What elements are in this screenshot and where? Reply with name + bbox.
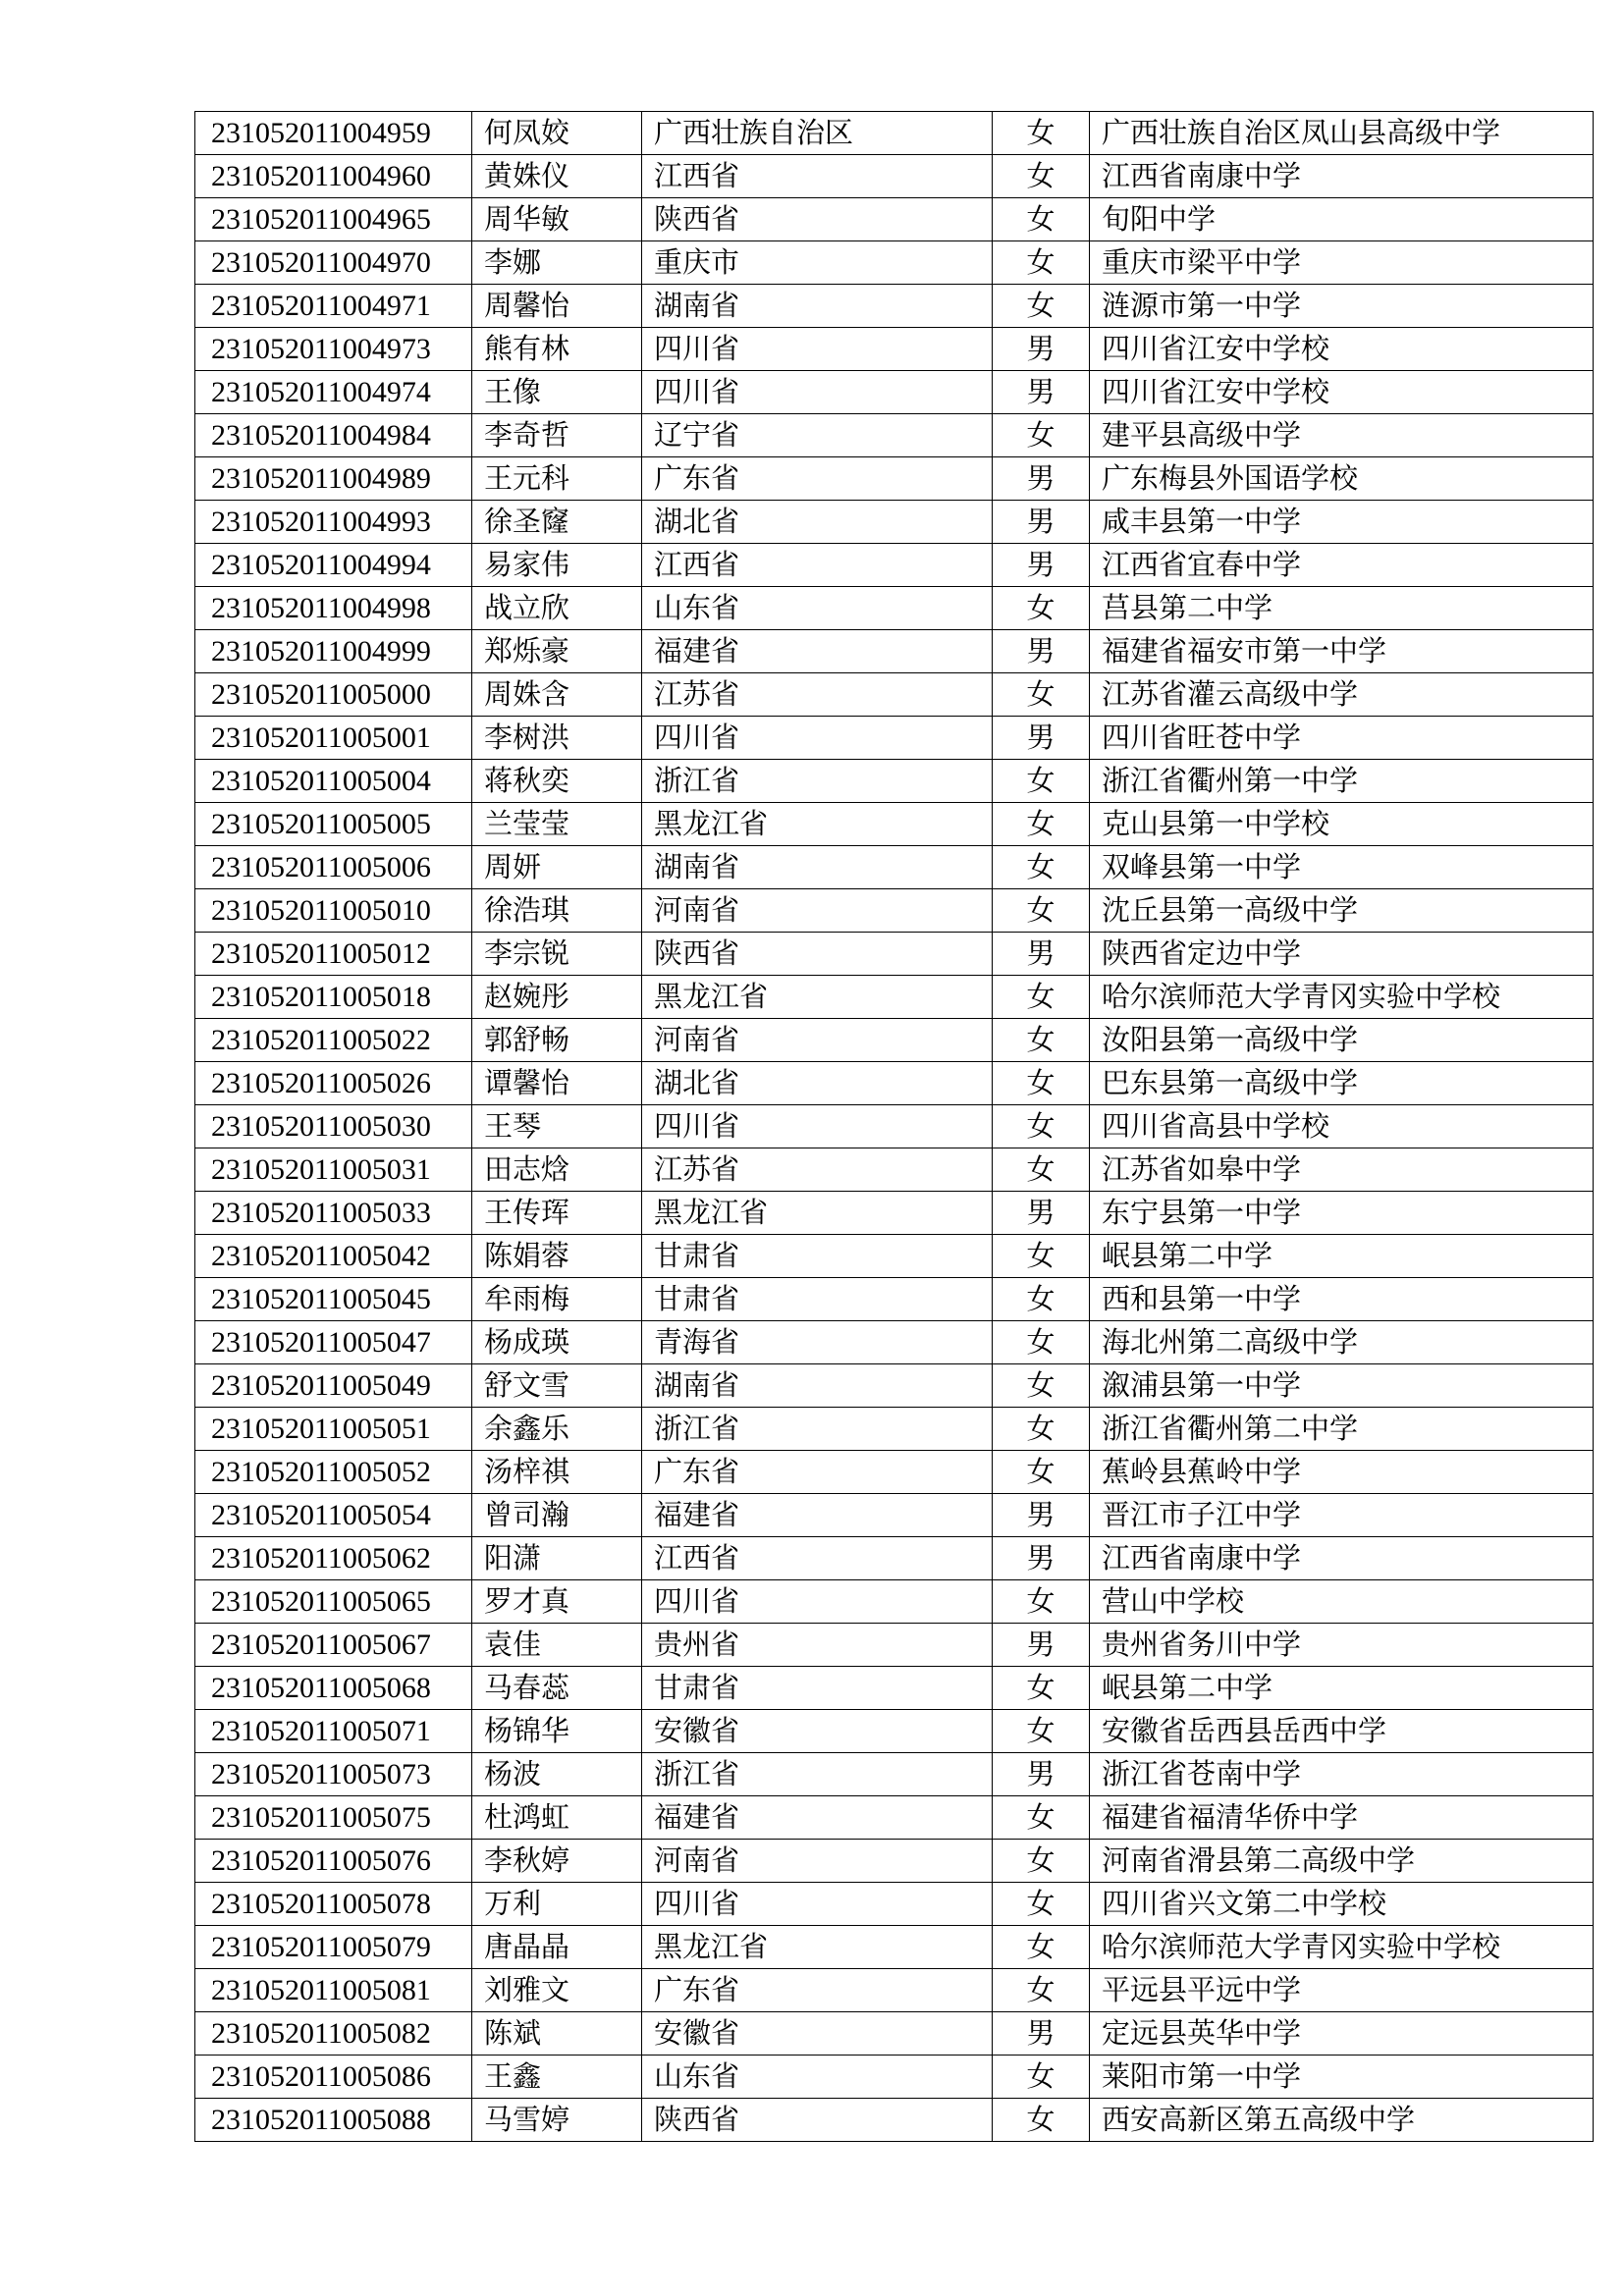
gender-cell: 男 — [993, 501, 1090, 544]
school-cell: 莒县第二中学 — [1090, 587, 1594, 630]
school-cell: 岷县第二中学 — [1090, 1235, 1594, 1278]
student-name-cell: 周妍 — [472, 846, 642, 889]
student-id-cell: 231052011005065 — [195, 1580, 472, 1624]
school-cell: 广西壮族自治区凤山县高级中学 — [1090, 112, 1594, 155]
school-cell: 安徽省岳西县岳西中学 — [1090, 1710, 1594, 1753]
province-cell: 陕西省 — [642, 933, 993, 976]
student-id-cell: 231052011005026 — [195, 1062, 472, 1105]
school-cell: 定远县英华中学 — [1090, 2012, 1594, 2056]
table-row — [195, 241, 1594, 285]
gender-cell: 女 — [993, 1796, 1090, 1840]
student-name-cell: 徐圣窿 — [472, 501, 642, 544]
school-cell: 江西省宜春中学 — [1090, 544, 1594, 587]
student-name-cell: 杨波 — [472, 1753, 642, 1796]
table-row — [195, 544, 1594, 587]
province-cell: 河南省 — [642, 1019, 993, 1062]
student-name-cell: 王像 — [472, 371, 642, 414]
student-name-cell: 舒文雪 — [472, 1364, 642, 1408]
gender-cell: 女 — [993, 241, 1090, 285]
province-cell: 广西壮族自治区 — [642, 112, 993, 155]
province-cell: 黑龙江省 — [642, 1192, 993, 1235]
student-id-cell: 231052011004998 — [195, 587, 472, 630]
school-cell: 浙江省衢州第二中学 — [1090, 1408, 1594, 1451]
province-cell: 江西省 — [642, 544, 993, 587]
gender-cell: 女 — [993, 285, 1090, 328]
student-name-cell: 杜鸿虹 — [472, 1796, 642, 1840]
province-cell: 黑龙江省 — [642, 976, 993, 1019]
school-cell: 哈尔滨师范大学青冈实验中学校 — [1090, 976, 1594, 1019]
gender-cell: 男 — [993, 1537, 1090, 1580]
table-row — [195, 371, 1594, 414]
gender-cell: 女 — [993, 1667, 1090, 1710]
gender-cell: 男 — [993, 1753, 1090, 1796]
gender-cell: 女 — [993, 155, 1090, 198]
gender-cell: 男 — [993, 933, 1090, 976]
province-cell: 安徽省 — [642, 2012, 993, 2056]
table-row — [195, 198, 1594, 241]
student-name-cell: 袁佳 — [472, 1624, 642, 1667]
table-row — [195, 1408, 1594, 1451]
student-name-cell: 杨成瑛 — [472, 1321, 642, 1364]
gender-cell: 女 — [993, 1105, 1090, 1148]
student-id-cell: 231052011005012 — [195, 933, 472, 976]
student-id-cell: 231052011004959 — [195, 112, 472, 155]
province-cell: 四川省 — [642, 1105, 993, 1148]
school-cell: 克山县第一中学校 — [1090, 803, 1594, 846]
table-row — [195, 1624, 1594, 1667]
student-id-cell: 231052011005062 — [195, 1537, 472, 1580]
school-cell: 莱阳市第一中学 — [1090, 2056, 1594, 2099]
school-cell: 晋江市子江中学 — [1090, 1494, 1594, 1537]
province-cell: 江苏省 — [642, 673, 993, 717]
student-name-cell: 战立欣 — [472, 587, 642, 630]
gender-cell: 男 — [993, 630, 1090, 673]
gender-cell: 男 — [993, 717, 1090, 760]
school-cell: 陕西省定边中学 — [1090, 933, 1594, 976]
gender-cell: 女 — [993, 2056, 1090, 2099]
province-cell: 四川省 — [642, 717, 993, 760]
school-cell: 旬阳中学 — [1090, 198, 1594, 241]
province-cell: 河南省 — [642, 889, 993, 933]
school-cell: 西安高新区第五高级中学 — [1090, 2099, 1594, 2142]
school-cell: 涟源市第一中学 — [1090, 285, 1594, 328]
student-id-cell: 231052011005071 — [195, 1710, 472, 1753]
province-cell: 黑龙江省 — [642, 1926, 993, 1969]
student-id-cell: 231052011005082 — [195, 2012, 472, 2056]
province-cell: 浙江省 — [642, 1408, 993, 1451]
table-row — [195, 1451, 1594, 1494]
roster-body — [195, 112, 1594, 2142]
school-cell: 江苏省如皋中学 — [1090, 1148, 1594, 1192]
student-name-cell: 陈娟蓉 — [472, 1235, 642, 1278]
province-cell: 江西省 — [642, 155, 993, 198]
school-cell: 建平县高级中学 — [1090, 414, 1594, 457]
table-row — [195, 717, 1594, 760]
student-id-cell: 231052011005006 — [195, 846, 472, 889]
school-cell: 溆浦县第一中学 — [1090, 1364, 1594, 1408]
student-id-cell: 231052011004970 — [195, 241, 472, 285]
table-row — [195, 1494, 1594, 1537]
gender-cell: 女 — [993, 976, 1090, 1019]
student-id-cell: 231052011004965 — [195, 198, 472, 241]
student-name-cell: 赵婉彤 — [472, 976, 642, 1019]
province-cell: 黑龙江省 — [642, 803, 993, 846]
province-cell: 安徽省 — [642, 1710, 993, 1753]
student-id-cell: 231052011005030 — [195, 1105, 472, 1148]
student-name-cell: 万利 — [472, 1883, 642, 1926]
gender-cell: 女 — [993, 414, 1090, 457]
student-name-cell: 曾司瀚 — [472, 1494, 642, 1537]
school-cell: 广东梅县外国语学校 — [1090, 457, 1594, 501]
student-name-cell: 陈斌 — [472, 2012, 642, 2056]
province-cell: 四川省 — [642, 328, 993, 371]
school-cell: 双峰县第一中学 — [1090, 846, 1594, 889]
gender-cell: 男 — [993, 2012, 1090, 2056]
student-id-cell: 231052011004999 — [195, 630, 472, 673]
school-cell: 浙江省衢州第一中学 — [1090, 760, 1594, 803]
province-cell: 福建省 — [642, 630, 993, 673]
province-cell: 广东省 — [642, 457, 993, 501]
gender-cell: 女 — [993, 112, 1090, 155]
table-row — [195, 1969, 1594, 2012]
province-cell: 湖南省 — [642, 285, 993, 328]
province-cell: 四川省 — [642, 1883, 993, 1926]
student-name-cell: 何凤姣 — [472, 112, 642, 155]
table-row — [195, 414, 1594, 457]
province-cell: 浙江省 — [642, 760, 993, 803]
table-row — [195, 1710, 1594, 1753]
gender-cell: 女 — [993, 1019, 1090, 1062]
gender-cell: 男 — [993, 1192, 1090, 1235]
province-cell: 陕西省 — [642, 198, 993, 241]
gender-cell: 女 — [993, 1364, 1090, 1408]
student-name-cell: 蒋秋奕 — [472, 760, 642, 803]
table-row — [195, 1235, 1594, 1278]
student-id-cell: 231052011005078 — [195, 1883, 472, 1926]
school-cell: 巴东县第一高级中学 — [1090, 1062, 1594, 1105]
table-row — [195, 976, 1594, 1019]
province-cell: 河南省 — [642, 1840, 993, 1883]
student-id-cell: 231052011005042 — [195, 1235, 472, 1278]
student-name-cell: 王鑫 — [472, 2056, 642, 2099]
student-id-cell: 231052011004960 — [195, 155, 472, 198]
student-name-cell: 牟雨梅 — [472, 1278, 642, 1321]
table-row — [195, 1019, 1594, 1062]
table-row — [195, 1364, 1594, 1408]
province-cell: 江西省 — [642, 1537, 993, 1580]
province-cell: 甘肃省 — [642, 1278, 993, 1321]
table-row — [195, 673, 1594, 717]
student-name-cell: 周馨怡 — [472, 285, 642, 328]
table-row — [195, 457, 1594, 501]
table-row — [195, 2056, 1594, 2099]
student-id-cell: 231052011004974 — [195, 371, 472, 414]
table-row — [195, 1192, 1594, 1235]
student-id-cell: 231052011005018 — [195, 976, 472, 1019]
province-cell: 湖南省 — [642, 1364, 993, 1408]
province-cell: 青海省 — [642, 1321, 993, 1364]
school-cell: 河南省滑县第二高级中学 — [1090, 1840, 1594, 1883]
school-cell: 海北州第二高级中学 — [1090, 1321, 1594, 1364]
student-name-cell: 王琴 — [472, 1105, 642, 1148]
student-id-cell: 231052011005076 — [195, 1840, 472, 1883]
table-row — [195, 2099, 1594, 2142]
student-id-cell: 231052011005052 — [195, 1451, 472, 1494]
student-name-cell: 李秋婷 — [472, 1840, 642, 1883]
gender-cell: 男 — [993, 328, 1090, 371]
gender-cell: 女 — [993, 1321, 1090, 1364]
student-id-cell: 231052011004989 — [195, 457, 472, 501]
table-row — [195, 1883, 1594, 1926]
province-cell: 甘肃省 — [642, 1667, 993, 1710]
student-name-cell: 兰莹莹 — [472, 803, 642, 846]
gender-cell: 女 — [993, 1235, 1090, 1278]
student-id-cell: 231052011005075 — [195, 1796, 472, 1840]
gender-cell: 女 — [993, 1883, 1090, 1926]
school-cell: 汝阳县第一高级中学 — [1090, 1019, 1594, 1062]
table-row — [195, 1148, 1594, 1192]
school-cell: 浙江省苍南中学 — [1090, 1753, 1594, 1796]
gender-cell: 女 — [993, 803, 1090, 846]
student-id-cell: 231052011004994 — [195, 544, 472, 587]
school-cell: 营山中学校 — [1090, 1580, 1594, 1624]
student-name-cell: 周华敏 — [472, 198, 642, 241]
gender-cell: 男 — [993, 544, 1090, 587]
province-cell: 山东省 — [642, 587, 993, 630]
school-cell: 咸丰县第一中学 — [1090, 501, 1594, 544]
province-cell: 福建省 — [642, 1796, 993, 1840]
student-id-cell: 231052011005045 — [195, 1278, 472, 1321]
gender-cell: 女 — [993, 198, 1090, 241]
student-name-cell: 王传珲 — [472, 1192, 642, 1235]
school-cell: 江西省南康中学 — [1090, 1537, 1594, 1580]
province-cell: 重庆市 — [642, 241, 993, 285]
student-id-cell: 231052011005068 — [195, 1667, 472, 1710]
student-id-cell: 231052011005031 — [195, 1148, 472, 1192]
gender-cell: 女 — [993, 846, 1090, 889]
table-row — [195, 1062, 1594, 1105]
province-cell: 山东省 — [642, 2056, 993, 2099]
table-row — [195, 760, 1594, 803]
school-cell: 四川省旺苍中学 — [1090, 717, 1594, 760]
student-name-cell: 田志焓 — [472, 1148, 642, 1192]
gender-cell: 女 — [993, 1969, 1090, 2012]
school-cell: 四川省兴文第二中学校 — [1090, 1883, 1594, 1926]
school-cell: 四川省江安中学校 — [1090, 328, 1594, 371]
school-cell: 哈尔滨师范大学青冈实验中学校 — [1090, 1926, 1594, 1969]
table-row — [195, 889, 1594, 933]
student-name-cell: 李树洪 — [472, 717, 642, 760]
student-id-cell: 231052011005086 — [195, 2056, 472, 2099]
school-cell: 江西省南康中学 — [1090, 155, 1594, 198]
school-cell: 平远县平远中学 — [1090, 1969, 1594, 2012]
roster-table — [194, 111, 1594, 2142]
province-cell: 湖南省 — [642, 846, 993, 889]
province-cell: 陕西省 — [642, 2099, 993, 2142]
province-cell: 辽宁省 — [642, 414, 993, 457]
school-cell: 四川省高县中学校 — [1090, 1105, 1594, 1148]
table-row — [195, 112, 1594, 155]
school-cell: 蕉岭县蕉岭中学 — [1090, 1451, 1594, 1494]
student-id-cell: 231052011005001 — [195, 717, 472, 760]
student-name-cell: 谭馨怡 — [472, 1062, 642, 1105]
student-id-cell: 231052011005054 — [195, 1494, 472, 1537]
province-cell: 贵州省 — [642, 1624, 993, 1667]
table-row — [195, 1537, 1594, 1580]
table-row — [195, 933, 1594, 976]
student-name-cell: 周姝含 — [472, 673, 642, 717]
table-row — [195, 846, 1594, 889]
school-cell: 江苏省灌云高级中学 — [1090, 673, 1594, 717]
student-name-cell: 易家伟 — [472, 544, 642, 587]
gender-cell: 女 — [993, 1451, 1090, 1494]
student-name-cell: 余鑫乐 — [472, 1408, 642, 1451]
table-row — [195, 630, 1594, 673]
gender-cell: 女 — [993, 1278, 1090, 1321]
student-name-cell: 王元科 — [472, 457, 642, 501]
student-name-cell: 李娜 — [472, 241, 642, 285]
table-row — [195, 803, 1594, 846]
student-name-cell: 马雪婷 — [472, 2099, 642, 2142]
gender-cell: 女 — [993, 1062, 1090, 1105]
gender-cell: 女 — [993, 1926, 1090, 1969]
student-name-cell: 郭舒畅 — [472, 1019, 642, 1062]
student-name-cell: 唐晶晶 — [472, 1926, 642, 1969]
gender-cell: 女 — [993, 1580, 1090, 1624]
province-cell: 湖北省 — [642, 501, 993, 544]
province-cell: 江苏省 — [642, 1148, 993, 1192]
gender-cell: 女 — [993, 1710, 1090, 1753]
student-id-cell: 231052011004973 — [195, 328, 472, 371]
gender-cell: 女 — [993, 1148, 1090, 1192]
school-cell: 重庆市梁平中学 — [1090, 241, 1594, 285]
student-name-cell: 黄姝仪 — [472, 155, 642, 198]
school-cell: 福建省福清华侨中学 — [1090, 1796, 1594, 1840]
student-id-cell: 231052011004993 — [195, 501, 472, 544]
student-name-cell: 罗才真 — [472, 1580, 642, 1624]
gender-cell: 女 — [993, 889, 1090, 933]
school-cell: 福建省福安市第一中学 — [1090, 630, 1594, 673]
province-cell: 浙江省 — [642, 1753, 993, 1796]
table-row — [195, 1926, 1594, 1969]
table-row — [195, 155, 1594, 198]
province-cell: 广东省 — [642, 1451, 993, 1494]
student-name-cell: 郑烁豪 — [472, 630, 642, 673]
student-id-cell: 231052011005005 — [195, 803, 472, 846]
student-id-cell: 231052011005010 — [195, 889, 472, 933]
school-cell: 四川省江安中学校 — [1090, 371, 1594, 414]
student-id-cell: 231052011005004 — [195, 760, 472, 803]
province-cell: 湖北省 — [642, 1062, 993, 1105]
school-cell: 东宁县第一中学 — [1090, 1192, 1594, 1235]
student-name-cell: 杨锦华 — [472, 1710, 642, 1753]
student-name-cell: 马春蕊 — [472, 1667, 642, 1710]
province-cell: 甘肃省 — [642, 1235, 993, 1278]
table-row — [195, 1278, 1594, 1321]
gender-cell: 男 — [993, 457, 1090, 501]
table-row — [195, 1105, 1594, 1148]
student-id-cell: 231052011005081 — [195, 1969, 472, 2012]
school-cell: 沈丘县第一高级中学 — [1090, 889, 1594, 933]
gender-cell: 男 — [993, 371, 1090, 414]
student-name-cell: 熊有林 — [472, 328, 642, 371]
student-id-cell: 231052011005067 — [195, 1624, 472, 1667]
student-id-cell: 231052011005051 — [195, 1408, 472, 1451]
table-row — [195, 285, 1594, 328]
gender-cell: 女 — [993, 760, 1090, 803]
student-id-cell: 231052011005088 — [195, 2099, 472, 2142]
student-id-cell: 231052011005000 — [195, 673, 472, 717]
school-cell: 岷县第二中学 — [1090, 1667, 1594, 1710]
school-cell: 贵州省务川中学 — [1090, 1624, 1594, 1667]
student-name-cell: 李宗锐 — [472, 933, 642, 976]
gender-cell: 男 — [993, 1624, 1090, 1667]
province-cell: 广东省 — [642, 1969, 993, 2012]
student-id-cell: 231052011004984 — [195, 414, 472, 457]
table-row — [195, 1796, 1594, 1840]
student-name-cell: 汤梓祺 — [472, 1451, 642, 1494]
student-name-cell: 李奇哲 — [472, 414, 642, 457]
table-row — [195, 1667, 1594, 1710]
student-name-cell: 阳潇 — [472, 1537, 642, 1580]
student-id-cell: 231052011005033 — [195, 1192, 472, 1235]
student-id-cell: 231052011005047 — [195, 1321, 472, 1364]
gender-cell: 女 — [993, 673, 1090, 717]
province-cell: 四川省 — [642, 1580, 993, 1624]
student-id-cell: 231052011005079 — [195, 1926, 472, 1969]
gender-cell: 女 — [993, 1408, 1090, 1451]
gender-cell: 女 — [993, 587, 1090, 630]
table-row — [195, 587, 1594, 630]
student-id-cell: 231052011004971 — [195, 285, 472, 328]
student-id-cell: 231052011005049 — [195, 1364, 472, 1408]
table-row — [195, 1321, 1594, 1364]
table-row — [195, 328, 1594, 371]
school-cell: 西和县第一中学 — [1090, 1278, 1594, 1321]
table-row — [195, 1840, 1594, 1883]
student-name-cell: 刘雅文 — [472, 1969, 642, 2012]
student-name-cell: 徐浩琪 — [472, 889, 642, 933]
gender-cell: 男 — [993, 1494, 1090, 1537]
gender-cell: 女 — [993, 2099, 1090, 2142]
student-id-cell: 231052011005022 — [195, 1019, 472, 1062]
table-row — [195, 2012, 1594, 2056]
province-cell: 福建省 — [642, 1494, 993, 1537]
table-row — [195, 1580, 1594, 1624]
table-row — [195, 501, 1594, 544]
gender-cell: 女 — [993, 1840, 1090, 1883]
province-cell: 四川省 — [642, 371, 993, 414]
table-row — [195, 1753, 1594, 1796]
student-id-cell: 231052011005073 — [195, 1753, 472, 1796]
